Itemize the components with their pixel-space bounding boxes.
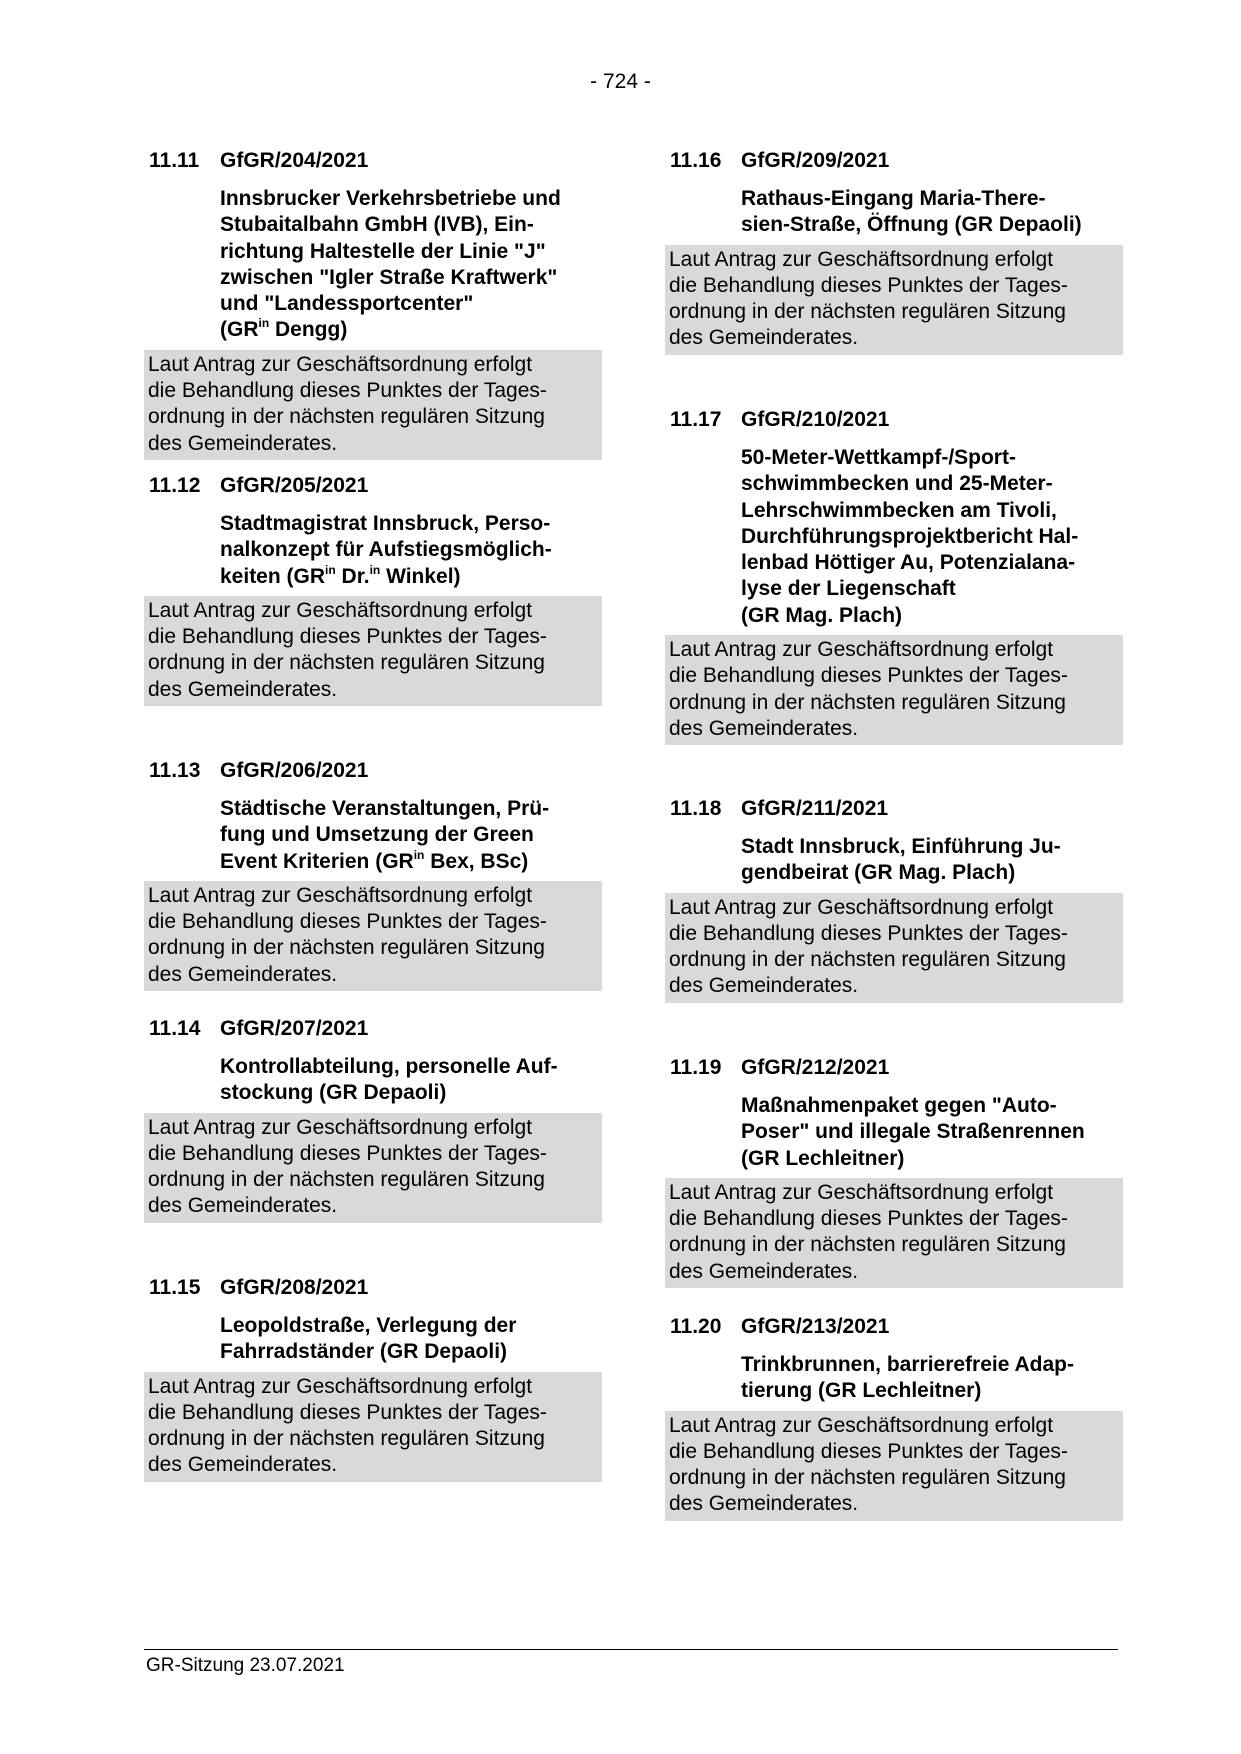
agenda-item-title <box>741 445 1123 629</box>
agenda-item-code: GfGR/205/2021 <box>220 474 369 497</box>
agenda-item-result <box>144 881 602 991</box>
agenda-item-header <box>665 407 1123 435</box>
title-line <box>220 564 602 590</box>
agenda-item-code: GfGR/204/2021 <box>220 149 369 172</box>
title-line: Trinkbrunnen, barrierefreie Adap- <box>741 1353 1074 1376</box>
title-superscript: in <box>325 562 336 577</box>
agenda-item-code: GfGR/209/2021 <box>741 149 890 172</box>
footer-divider <box>144 1649 1118 1650</box>
title-line: Rathaus-Eingang Maria-There- <box>741 187 1046 210</box>
result-line: die Behandlung dieses Punktes der Tages- <box>148 379 547 403</box>
agenda-item-number: 11.16 <box>670 149 722 172</box>
agenda-item-title <box>220 186 602 344</box>
agenda-item <box>665 407 1123 745</box>
agenda-item-header <box>144 1016 602 1044</box>
result-line: des Gemeinderates. <box>148 1453 338 1477</box>
agenda-item-header <box>665 1314 1123 1342</box>
title-line: Maßnahmenpaket gegen "Auto- <box>741 1094 1057 1117</box>
agenda-item-code: GfGR/208/2021 <box>220 1276 369 1299</box>
title-line: Poser" und illegale Straßenrennen <box>741 1120 1085 1144</box>
result-line: ordnung in der nächsten regulären Sitzung <box>148 405 545 429</box>
title-text: Event Kriterien (GR <box>220 849 414 873</box>
agenda-item-code: GfGR/211/2021 <box>741 797 889 820</box>
title-superscript: in <box>413 847 425 862</box>
agenda-item-result <box>665 245 1123 355</box>
agenda-item <box>665 148 1123 355</box>
agenda-item-number: 11.11 <box>149 149 200 172</box>
result-line: des Gemeinderates. <box>669 716 859 740</box>
agenda-item-title <box>220 511 602 590</box>
result-line: die Behandlung dieses Punktes der Tages- <box>148 1400 547 1424</box>
title-line: und "Landessportcenter" <box>220 292 474 316</box>
agenda-item-header <box>144 758 602 786</box>
title-line: Stubaitalbahn GmbH (IVB), Ein- <box>220 213 534 237</box>
agenda-item-code: GfGR/206/2021 <box>220 759 369 782</box>
page-number: - 724 - <box>590 70 651 93</box>
agenda-item-title <box>741 1352 1123 1405</box>
title-line: 50-Meter-Wettkampf-/Sport- <box>741 446 1016 469</box>
title-line: Stadtmagistrat Innsbruck, Perso- <box>220 512 551 535</box>
result-line: Laut Antrag zur Geschäftsordnung erfolgt <box>148 1115 533 1139</box>
result-line: Laut Antrag zur Geschäftsordnung erfolgt <box>669 638 1054 662</box>
title-line: Städtische Veranstaltungen, Prü- <box>220 797 550 820</box>
agenda-item-code: GfGR/213/2021 <box>741 1315 890 1338</box>
title-line: gendbeirat (GR Mag. Plach) <box>741 861 1016 885</box>
result-line: die Behandlung dieses Punktes der Tages- <box>669 1439 1068 1463</box>
agenda-item-result <box>665 893 1123 1003</box>
title-line: (GR Lechleitner) <box>741 1146 905 1170</box>
title-superscript: in <box>258 316 270 331</box>
agenda-item-number: 11.19 <box>670 1056 722 1079</box>
footer-session-date: GR-Sitzung 23.07.2021 <box>146 1655 345 1676</box>
agenda-item <box>665 796 1123 1003</box>
agenda-item-result <box>144 596 602 706</box>
title-line: Leopoldstraße, Verlegung der <box>220 1314 517 1337</box>
result-line: ordnung in der nächsten regulären Sitzung <box>669 948 1066 972</box>
title-line: sien-Straße, Öffnung (GR Depaoli) <box>741 213 1082 237</box>
agenda-item-title <box>741 834 1123 887</box>
title-line: Innsbrucker Verkehrsbetriebe und <box>220 187 561 210</box>
result-line: die Behandlung dieses Punktes der Tages- <box>669 273 1068 297</box>
agenda-item-number: 11.18 <box>670 797 722 820</box>
title-text: Dr. <box>335 564 370 588</box>
result-line: Laut Antrag zur Geschäftsordnung erfolgt <box>148 598 533 622</box>
title-line: Durchführungsprojektbericht Hal- <box>741 524 1079 548</box>
title-line <box>220 317 602 343</box>
result-line: des Gemeinderates. <box>669 1259 859 1283</box>
result-line: des Gemeinderates. <box>669 326 859 350</box>
agenda-item-header <box>144 148 602 176</box>
agenda-item-header <box>144 473 602 501</box>
agenda-item <box>144 473 602 706</box>
agenda-item-title <box>741 1093 1123 1172</box>
agenda-item-title <box>741 186 1123 239</box>
agenda-item-number: 11.14 <box>149 1017 201 1040</box>
result-line: ordnung in der nächsten regulären Sitzung <box>669 1466 1066 1490</box>
result-line: des Gemeinderates. <box>148 431 338 455</box>
result-line: des Gemeinderates. <box>148 962 338 986</box>
title-line: lyse der Liegenschaft <box>741 577 956 601</box>
agenda-item-number: 11.17 <box>670 408 722 431</box>
agenda-item-title <box>220 796 602 875</box>
result-line: Laut Antrag zur Geschäftsordnung erfolgt <box>669 1180 1054 1204</box>
title-line: nalkonzept für Aufstiegsmöglich- <box>220 538 552 562</box>
result-line: ordnung in der nächsten regulären Sitzung <box>148 1168 545 1192</box>
agenda-item-number: 11.20 <box>670 1315 722 1338</box>
title-line: fung und Umsetzung der Green <box>220 823 534 847</box>
result-line: Laut Antrag zur Geschäftsordnung erfolgt <box>669 895 1054 919</box>
result-line: die Behandlung dieses Punktes der Tages- <box>669 921 1068 945</box>
result-line: ordnung in der nächsten regulären Sitzung <box>669 1233 1066 1257</box>
agenda-item-result <box>144 1113 602 1223</box>
result-line: ordnung in der nächsten regulären Sitzung <box>669 300 1066 324</box>
agenda-item <box>665 1314 1123 1521</box>
result-line: Laut Antrag zur Geschäftsordnung erfolgt <box>669 1413 1054 1437</box>
title-line: Kontrollabteilung, personelle Auf- <box>220 1055 558 1078</box>
result-line: des Gemeinderates. <box>669 1492 859 1516</box>
result-line: die Behandlung dieses Punktes der Tages- <box>148 1141 547 1165</box>
agenda-item-code: GfGR/210/2021 <box>741 408 890 431</box>
result-line: ordnung in der nächsten regulären Sitzung <box>669 690 1066 714</box>
agenda-item-title <box>220 1054 602 1107</box>
agenda-item-result <box>144 1372 602 1482</box>
agenda-item-result <box>665 1178 1123 1288</box>
agenda-item-result <box>144 350 602 460</box>
result-line: ordnung in der nächsten regulären Sitzung <box>148 936 545 960</box>
agenda-item <box>144 148 602 460</box>
agenda-item <box>665 1055 1123 1288</box>
result-line: Laut Antrag zur Geschäftsordnung erfolgt <box>148 1374 533 1398</box>
result-line: ordnung in der nächsten regulären Sitzung <box>148 651 545 675</box>
agenda-item-number: 11.13 <box>149 759 201 782</box>
title-line: richtung Haltestelle der Linie "J" <box>220 239 546 263</box>
title-line <box>220 849 602 875</box>
agenda-item-result <box>665 635 1123 745</box>
result-line: die Behandlung dieses Punktes der Tages- <box>669 664 1068 688</box>
title-line: schwimmbecken und 25-Meter- <box>741 472 1053 496</box>
title-text: (GR <box>220 318 259 342</box>
result-line: des Gemeinderates. <box>669 974 859 998</box>
agenda-item <box>144 1016 602 1223</box>
agenda-item-result <box>665 1411 1123 1521</box>
title-line: (GR Mag. Plach) <box>741 603 903 627</box>
agenda-item-code: GfGR/207/2021 <box>220 1017 369 1040</box>
agenda-item-number: 11.12 <box>149 474 201 497</box>
result-line: die Behandlung dieses Punktes der Tages- <box>148 625 547 649</box>
title-text: Winkel) <box>380 564 461 588</box>
agenda-item-header <box>665 796 1123 824</box>
title-line: tierung (GR Lechleitner) <box>741 1379 982 1403</box>
result-line: des Gemeinderates. <box>148 1194 338 1218</box>
result-line: ordnung in der nächsten regulären Sitzung <box>148 1427 545 1451</box>
agenda-item-header <box>665 1055 1123 1083</box>
agenda-item-number: 11.15 <box>149 1276 201 1299</box>
title-line: Fahrradständer (GR Depaoli) <box>220 1340 508 1364</box>
title-line: Stadt Innsbruck, Einführung Ju- <box>741 835 1061 858</box>
title-superscript: in <box>369 562 381 577</box>
title-line: lenbad Höttiger Au, Potenzialana- <box>741 551 1076 575</box>
agenda-item <box>144 758 602 991</box>
agenda-item-header <box>144 1275 602 1303</box>
result-line: des Gemeinderates. <box>148 677 338 701</box>
title-text: keiten (GR <box>220 564 326 588</box>
title-text: Dengg) <box>269 318 348 342</box>
result-line: die Behandlung dieses Punktes der Tages- <box>669 1207 1068 1231</box>
title-line: zwischen "Igler Straße Kraftwerk" <box>220 265 558 289</box>
result-line: Laut Antrag zur Geschäftsordnung erfolgt <box>669 247 1054 271</box>
title-line: stockung (GR Depaoli) <box>220 1081 447 1105</box>
result-line: Laut Antrag zur Geschäftsordnung erfolgt <box>148 352 533 376</box>
agenda-item <box>144 1275 602 1482</box>
result-line: Laut Antrag zur Geschäftsordnung erfolgt <box>148 883 533 907</box>
agenda-item-code: GfGR/212/2021 <box>741 1056 890 1079</box>
agenda-item-title <box>220 1313 602 1366</box>
title-text: Bex, BSc) <box>424 849 529 873</box>
result-line: die Behandlung dieses Punktes der Tages- <box>148 910 547 934</box>
agenda-item-header <box>665 148 1123 176</box>
title-line: Lehrschwimmbecken am Tivoli, <box>741 498 1057 522</box>
